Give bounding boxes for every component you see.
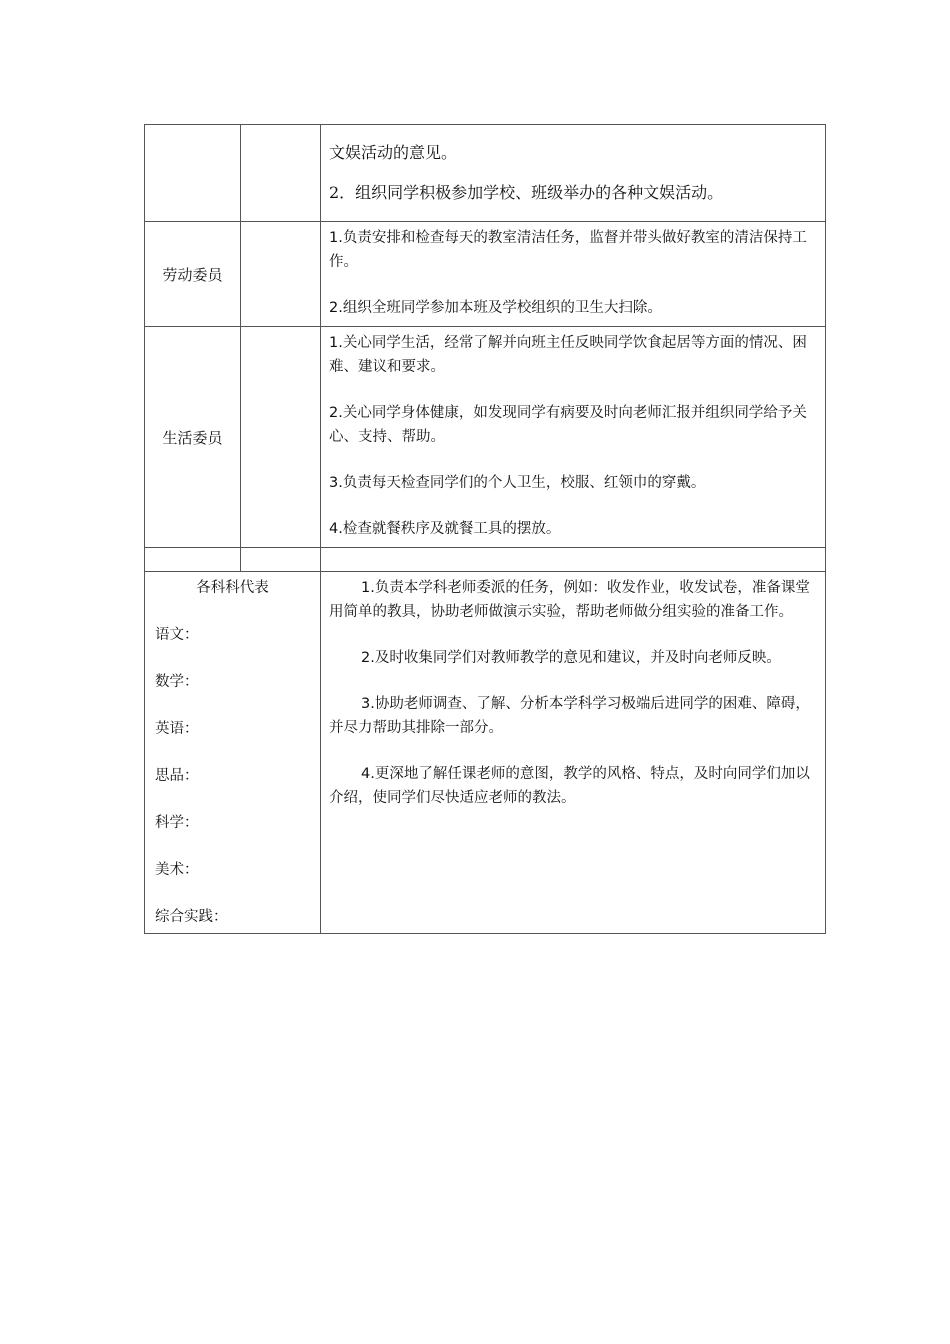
role-label: 劳动委员 xyxy=(145,222,241,327)
subject-label: 综合实践： xyxy=(155,909,228,925)
subject-label: 英语： xyxy=(155,721,199,737)
duty-item: 3.负责每天检查同学们的个人卫生，校服、红领巾的穿戴。 xyxy=(329,475,706,491)
table-row xyxy=(145,222,826,327)
table-row xyxy=(145,548,826,572)
duty-item: 2.关心同学身体健康，如发现同学有病要及时向老师汇报并组织同学给予关心、支持、帮助。 xyxy=(329,405,807,445)
subject-label: 科学： xyxy=(155,815,199,831)
role-label: 生活委员 xyxy=(145,327,241,548)
duty-item: 4.更深地了解任课老师的意图，教学的风格、特点，及时向同学们加以介绍，使同学们尽快适应老师的教法。 xyxy=(329,766,810,806)
member-cell-empty xyxy=(241,548,321,572)
subject-label: 美术： xyxy=(155,862,199,878)
member-cell-empty xyxy=(241,125,321,222)
duty-item: 3.协助老师调查、了解、分析本学科学习极端后进同学的困难、障碍，并尽力帮助其排除一部分。 xyxy=(329,696,810,736)
role-cell-empty xyxy=(145,125,241,222)
table-row xyxy=(145,327,826,548)
duty-line: 文娱活动的意见。 xyxy=(329,143,458,162)
duty-item: 2.及时收集同学们对教师教学的意见和建议，并及时向老师反映。 xyxy=(361,650,781,666)
subject-label: 数学： xyxy=(155,674,199,690)
duty-cell xyxy=(321,125,826,222)
table-row xyxy=(145,125,826,222)
duty-line: 2．组织同学积极参加学校、班级举办的各种文娱活动。 xyxy=(329,183,724,202)
duty-item: 4.检查就餐秩序及就餐工具的摆放。 xyxy=(329,521,561,537)
role-label: 各科科代表 xyxy=(196,580,269,596)
duty-cell xyxy=(321,572,826,934)
member-cell xyxy=(241,222,321,327)
subject-label: 语文： xyxy=(155,627,199,643)
table-row xyxy=(145,572,826,934)
member-cell xyxy=(241,327,321,548)
duty-item: 1.关心同学生活，经常了解并向班主任反映同学饮食起居等方面的情况、困难、建议和要求。 xyxy=(329,335,807,375)
duty-item: 2.组织全班同学参加本班及学校组织的卫生大扫除。 xyxy=(329,300,662,316)
subject-label: 思品： xyxy=(155,768,199,784)
duty-item: 1.负责本学科老师委派的任务，例如：收发作业，收发试卷，准备课堂用简单的教具，协助老师做演示实验，帮助老师做分组实验的准备工作。 xyxy=(329,580,810,620)
role-cell-empty xyxy=(145,548,241,572)
duty-table xyxy=(144,124,826,934)
subject-rep-cell xyxy=(145,572,321,934)
duty-cell-empty xyxy=(321,548,826,572)
duty-cell xyxy=(321,327,826,548)
duty-item: 1.负责安排和检查每天的教室清洁任务，监督并带头做好教室的清洁保持工作。 xyxy=(329,230,807,270)
duty-cell xyxy=(321,222,826,327)
